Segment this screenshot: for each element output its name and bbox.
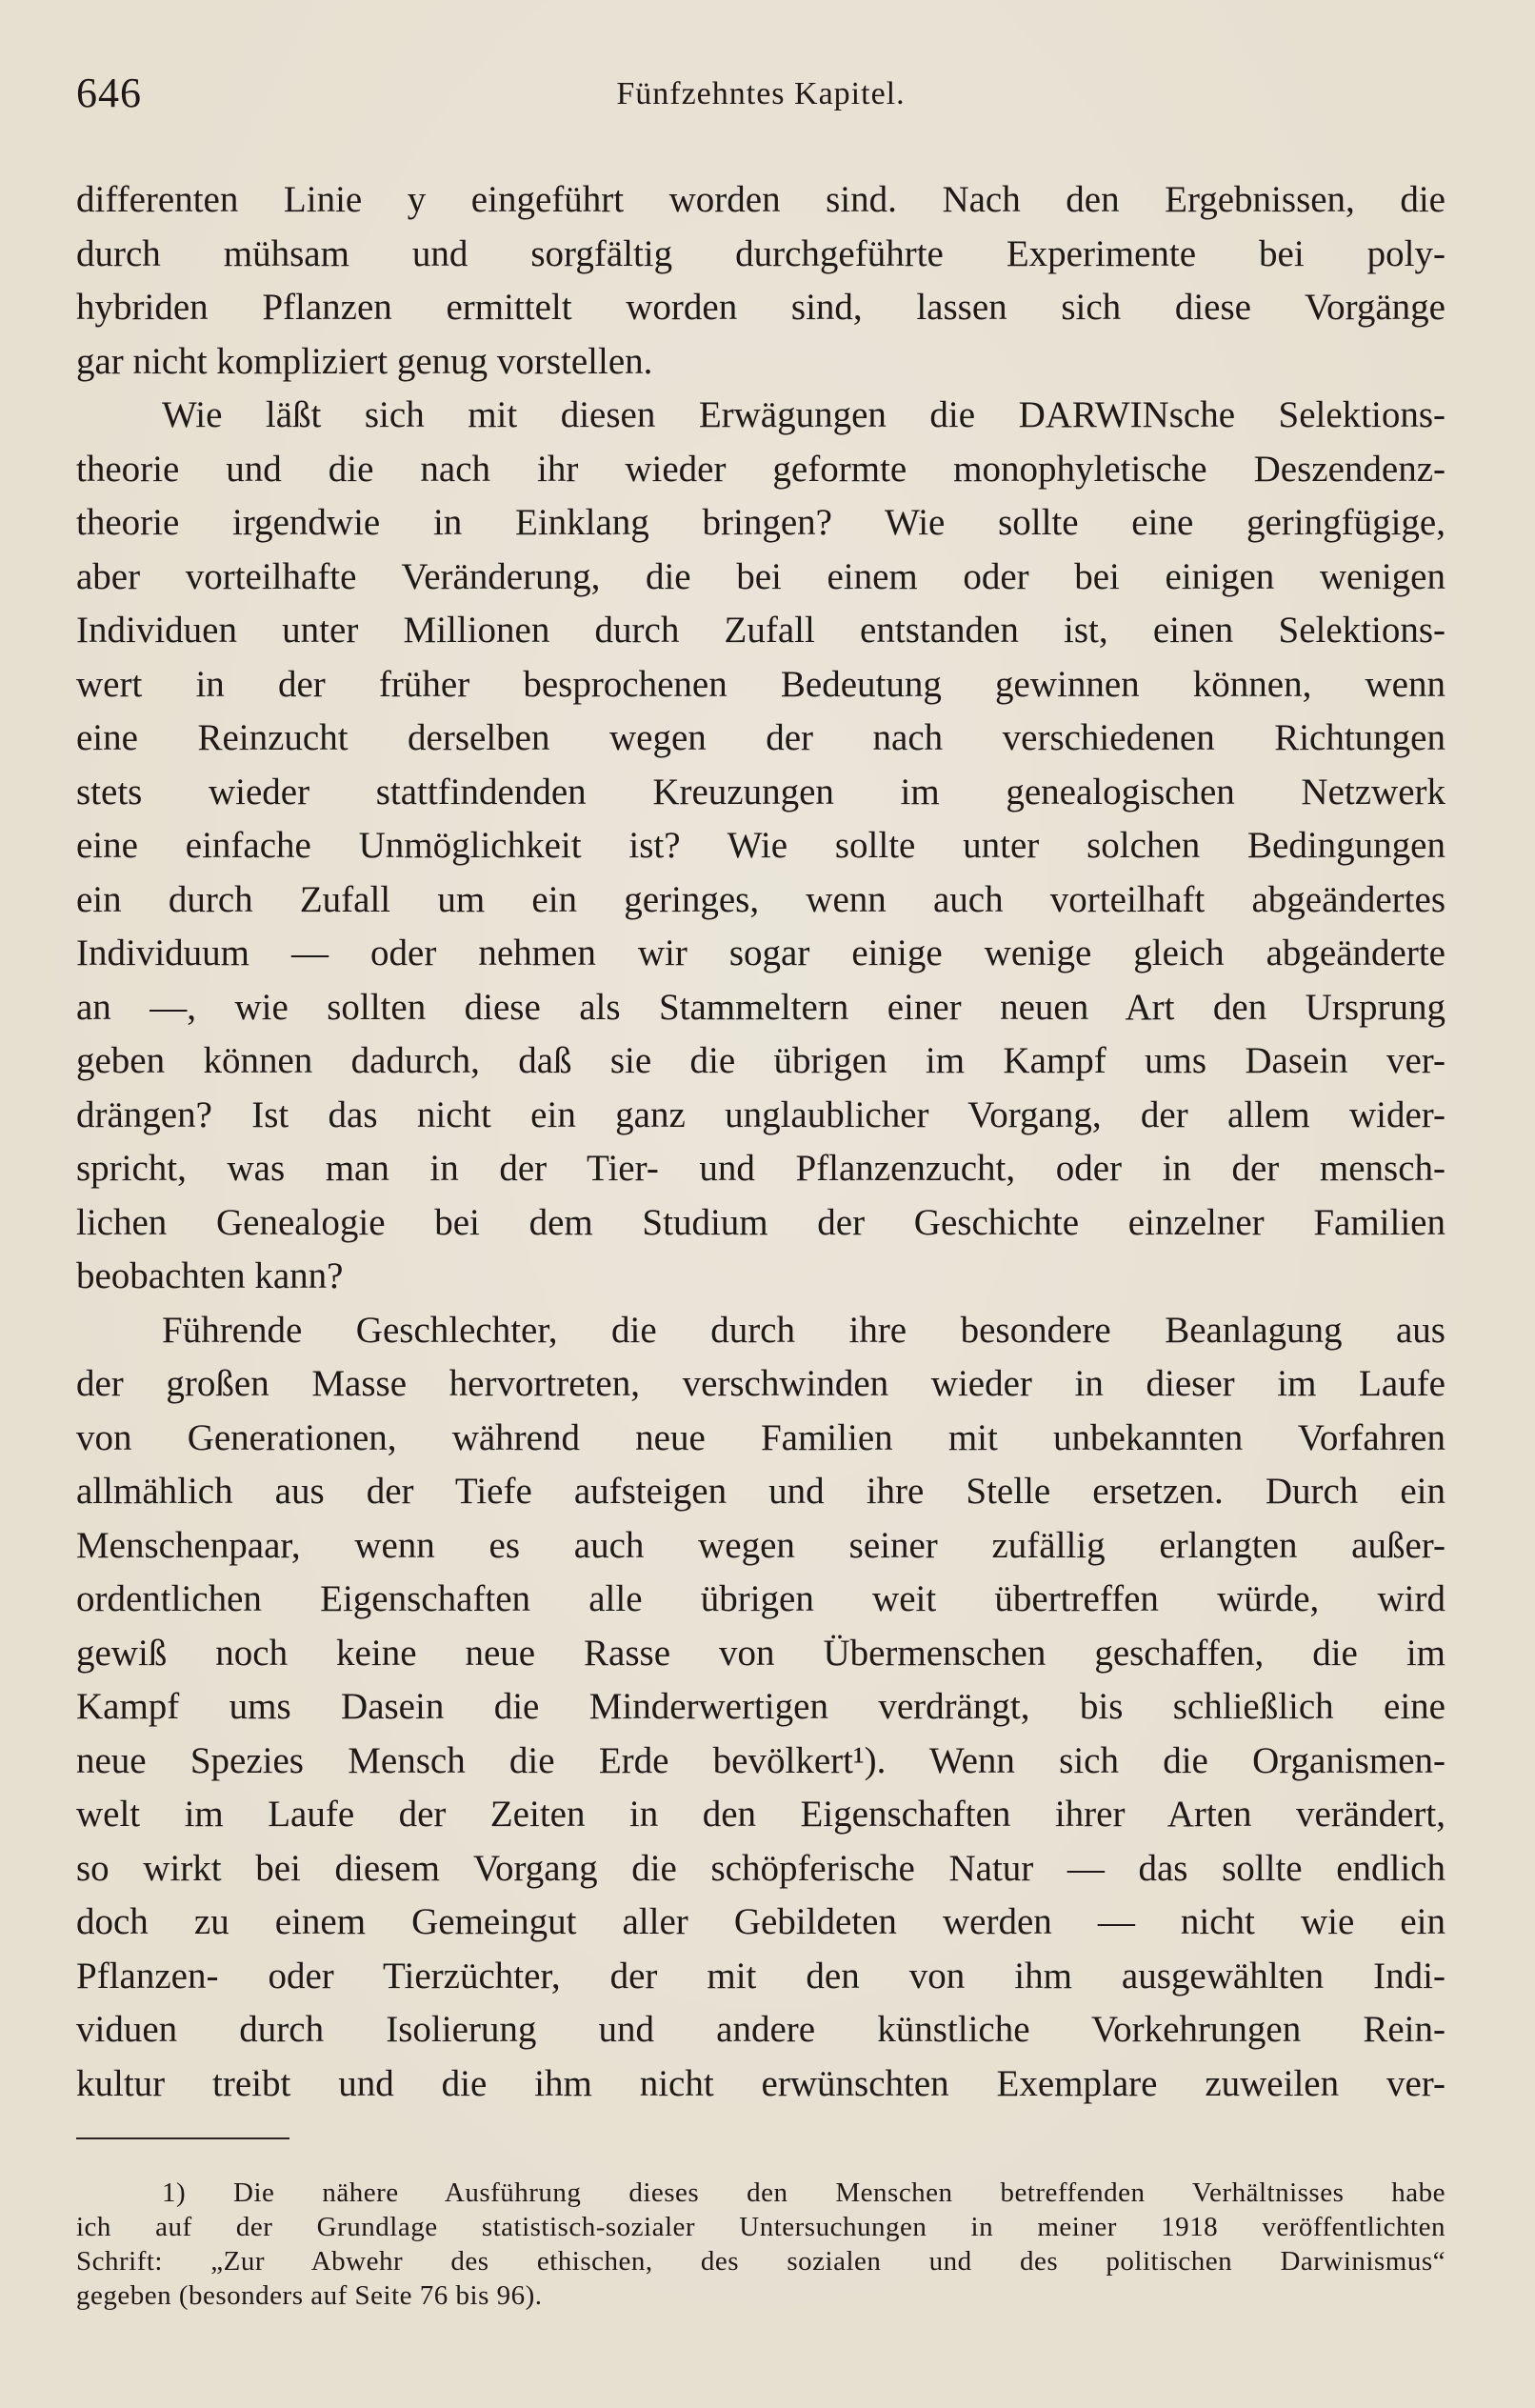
text-line: Menschenpaar, wenn es auch wegen seiner zufällig erlangten außer- bbox=[76, 1524, 1445, 1566]
text-line: Kampf ums Dasein die Minderwertigen verdrängt, bis schließlich eine bbox=[76, 1686, 1445, 1727]
text-line: neue Spezies Mensch die Erde bevölkert¹). Wenn sich die Organismen- bbox=[76, 1739, 1445, 1781]
text-line: theorie und die nach ihr wieder geformte monophyletische Deszendenz- bbox=[76, 448, 1445, 490]
text-line: theorie irgendwie in Einklang bringen? Wie sollte eine geringfügige, bbox=[76, 502, 1445, 543]
running-title: Fünfzehntes Kapitel. bbox=[616, 76, 906, 111]
text-line: geben können dadurch, daß sie die übrigen im Kampf ums Dasein ver- bbox=[76, 1040, 1445, 1081]
text-line: kultur treibt und die ihm nicht erwünschten Exemplare zuweilen ver- bbox=[76, 2062, 1445, 2104]
text-line: Führende Geschlechter, die durch ihre besondere Beanlagung aus bbox=[162, 1309, 1445, 1351]
page-number: 646 bbox=[76, 70, 142, 116]
text-line: beobachten kann? bbox=[76, 1255, 344, 1296]
text-line: eine Reinzucht derselben wegen der nach verschiedenen Richtungen bbox=[76, 717, 1445, 758]
text-line: viduen durch Isolierung und andere künstliche Vorkehrungen Rein- bbox=[76, 2009, 1445, 2050]
text-line: so wirkt bei diesem Vorgang die schöpferische Natur — das sollte endlich bbox=[76, 1847, 1445, 1889]
footnote-line: gegeben (besonders auf Seite 76 bis 96). bbox=[76, 2280, 543, 2311]
text-line: eine einfache Unmöglichkeit ist? Wie sollte unter solchen Bedingungen bbox=[76, 825, 1445, 866]
text-line: gewiß noch keine neue Rasse von Übermenschen geschaffen, die im bbox=[76, 1632, 1445, 1674]
footnote-line: 1) Die nähere Ausführung dieses den Menschen betreffenden Verhältnisses habe bbox=[162, 2177, 1445, 2208]
text-line: doch zu einem Gemeingut aller Gebildeten werden — nicht wie ein bbox=[76, 1901, 1445, 1942]
footnote-divider bbox=[76, 2137, 289, 2139]
text-line: hybriden Pflanzen ermittelt worden sind, lassen sich diese Vorgänge bbox=[76, 287, 1445, 328]
text-line: spricht, was man in der Tier- und Pflanzenzucht, oder in der mensch- bbox=[76, 1148, 1445, 1189]
text-line: Pflanzen- oder Tierzüchter, der mit den von ihm ausgewählten Indi- bbox=[76, 1955, 1445, 1997]
footnote-line: ich auf der Grundlage statistisch-sozialer Untersuchungen in meiner 1918 veröffentlichten bbox=[76, 2212, 1445, 2242]
text-line: allmählich aus der Tiefe aufsteigen und ihre Stelle ersetzen. Durch ein bbox=[76, 1471, 1445, 1512]
text-line: ein durch Zufall um ein geringes, wenn auch vorteilhaft abgeändertes bbox=[76, 878, 1445, 920]
text-line: drängen? Ist das nicht ein ganz unglaublicher Vorgang, der allem wider- bbox=[76, 1094, 1445, 1135]
text-line: von Generationen, während neue Familien mit unbekannten Vorfahren bbox=[76, 1416, 1445, 1458]
text-line: der großen Masse hervortreten, verschwinden wieder in dieser im Laufe bbox=[76, 1363, 1445, 1404]
text-line: lichen Genealogie bei dem Studium der Geschichte einzelner Familien bbox=[76, 1201, 1445, 1243]
text-line: differenten Linie y eingeführt worden sind. Nach den Ergebnissen, die bbox=[76, 179, 1445, 220]
body-text bbox=[76, 173, 1445, 2111]
text-line: aber vorteilhafte Veränderung, die bei einem oder bei einigen wenigen bbox=[76, 555, 1445, 597]
text-line: Individuum — oder nehmen wir sogar einige wenige gleich abgeänderte bbox=[76, 933, 1445, 973]
text-line: ordentlichen Eigenschaften alle übrigen weit übertreffen würde, wird bbox=[76, 1578, 1445, 1619]
footnotes bbox=[76, 2176, 1445, 2313]
text-line: stets wieder stattfindenden Kreuzungen im genealogischen Netzwerk bbox=[76, 771, 1445, 813]
footnote-line: Schrift: „Zur Abwehr des ethischen, des sozialen und des politischen Darwinismus“ bbox=[76, 2246, 1445, 2277]
text-line: wert in der früher besprochenen Bedeutung gewinnen können, wenn bbox=[76, 663, 1445, 705]
text-line: Wie läßt sich mit diesen Erwägungen die DARWINsche Selektions- bbox=[162, 394, 1445, 435]
text-line: an —, wie sollten diese als Stammeltern einer neuen Art den Ursprung bbox=[76, 986, 1445, 1028]
text-line: Individuen unter Millionen durch Zufall entstanden ist, einen Selektions- bbox=[76, 610, 1445, 651]
text-line: gar nicht kompliziert genug vorstellen. bbox=[76, 340, 653, 382]
page-header bbox=[76, 69, 1445, 126]
text-line: durch mühsam und sorgfältig durchgeführte Experimente bei poly- bbox=[76, 232, 1445, 274]
text-line: welt im Laufe der Zeiten in den Eigenschaften ihrer Arten verändert, bbox=[76, 1794, 1445, 1835]
